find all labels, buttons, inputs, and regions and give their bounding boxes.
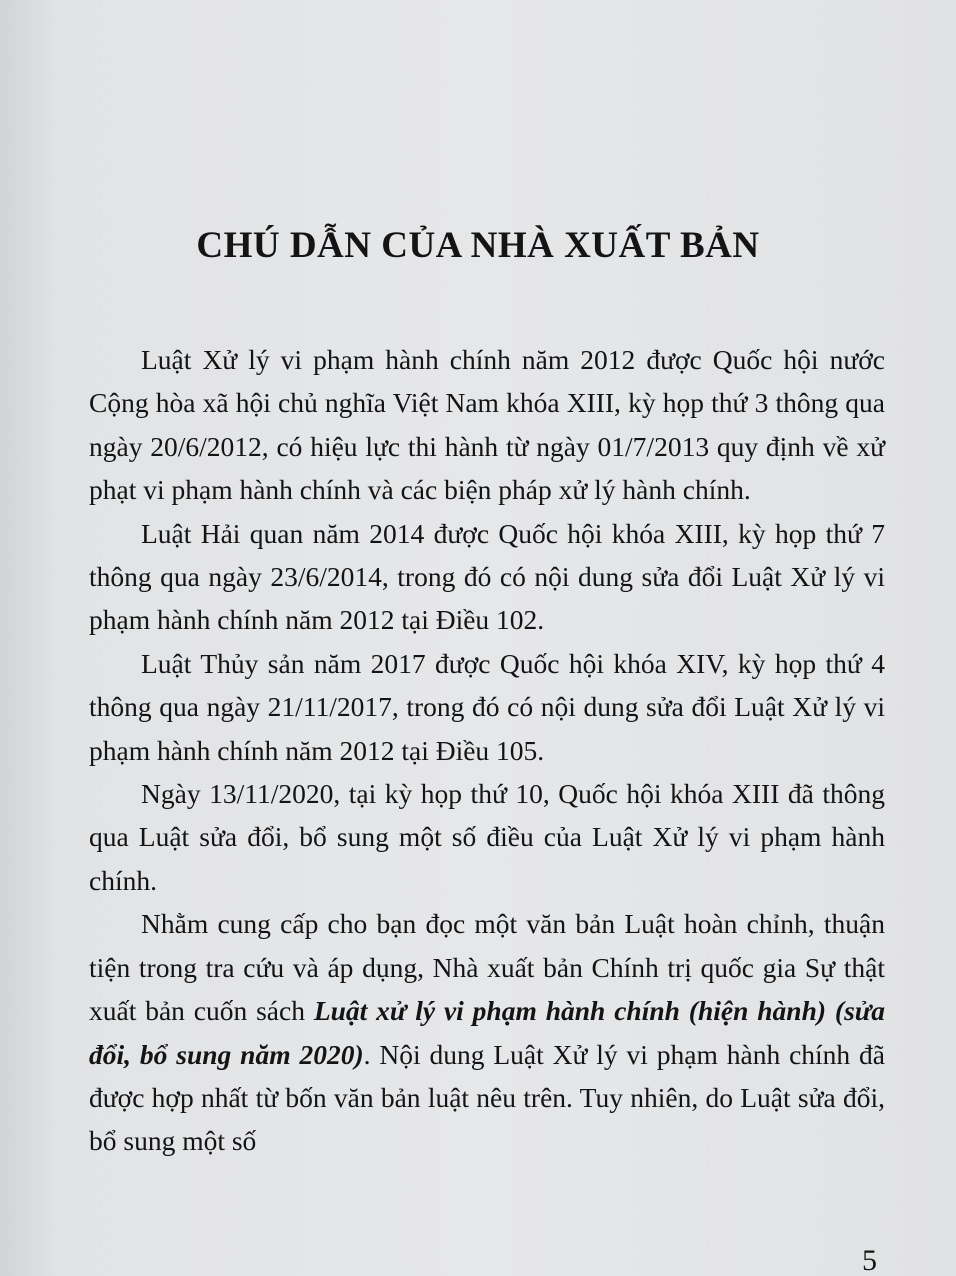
paragraph-5-intro: Nhằm cung cấp cho bạn đọc một văn bản Luật hoàn chỉnh, thuận tiện trong tra cứu và áp dụng, Nhà xuất bản Chính trị quốc gia Sự thật xuất bản cuốn sách — [89, 908, 885, 1027]
paragraph-1: Luật Xử lý vi phạm hành chính năm 2012 được Quốc hội nước Cộng hòa xã hội chủ nghĩa Việt Nam khóa XIII, kỳ họp thứ 3 thông qua ngày 20/6/2012, có hiệu lực thi hành từ ngày 01/7/2013 quy định về xử phạt vi phạm hành chính và các biện pháp xử lý hành chính. — [89, 344, 885, 506]
body-text — [89, 338, 885, 1163]
page-heading: CHÚ DẪN CỦA NHÀ XUẤT BẢN — [196, 225, 760, 266]
paragraph-5-rest: . Nội dung Luật Xử lý vi phạm hành chính đã được hợp nhất từ bốn văn bản luật nêu trên. Tuy nhiên, do Luật sửa đổi, bổ sung một số — [89, 1038, 886, 1157]
page-number: 5 — [862, 1244, 877, 1276]
paragraph-4: Ngày 13/11/2020, tại kỳ họp thứ 10, Quốc hội khóa XIII đã thông qua Luật sửa đổi, bổ sung một số điều của Luật Xử lý vi phạm hành chính. — [89, 778, 885, 896]
paragraph-5 — [89, 902, 885, 1162]
paragraph-3: Luật Thủy sản năm 2017 được Quốc hội khóa XIV, kỳ họp thứ 4 thông qua ngày 21/11/2017, trong đó có nội dung sửa đổi Luật Xử lý vi phạm hành chính năm 2012 tại Điều 105. — [89, 647, 885, 766]
book-title: Luật xử lý vi phạm hành chính (hiện hành) (sửa đổi, bổ sung năm 2020) — [89, 995, 885, 1070]
paragraph-2: Luật Hải quan năm 2014 được Quốc hội khóa XIII, kỳ họp thứ 7 thông qua ngày 23/6/2014, trong đó có nội dung sửa đổi Luật Xử lý vi phạm hành chính năm 2012 tại Điều 102. — [89, 517, 885, 636]
